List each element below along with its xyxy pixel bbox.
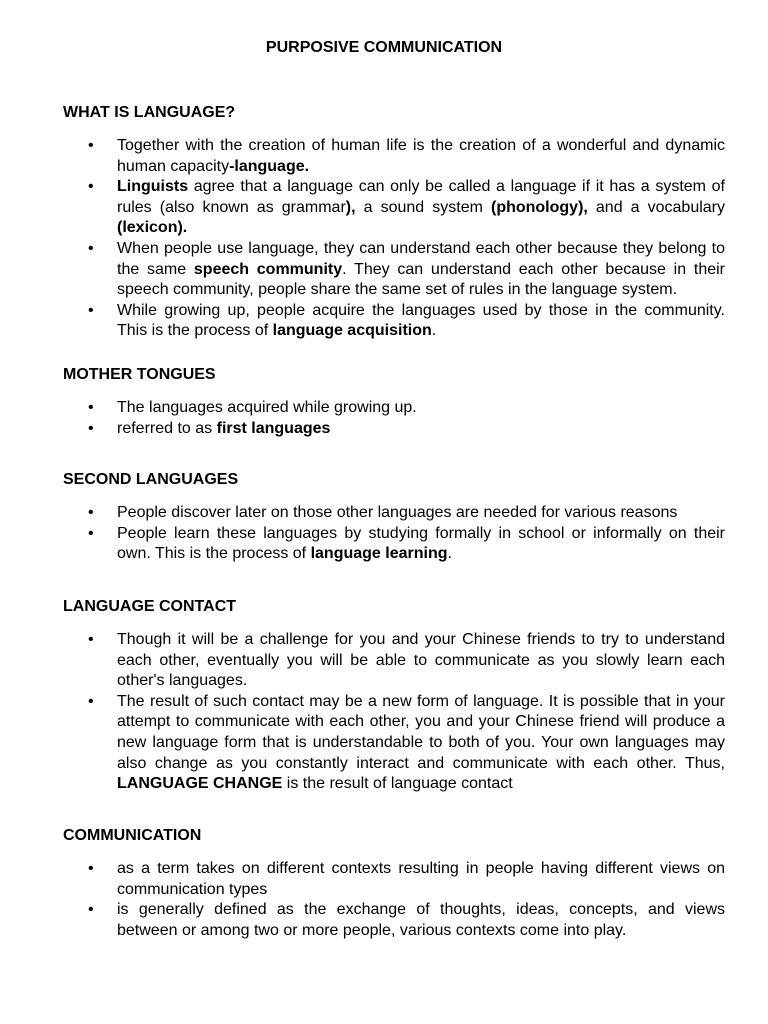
list-item xyxy=(63,859,725,900)
bullet-marker: • xyxy=(88,901,94,919)
bullet-list xyxy=(63,630,725,795)
section-language-contact xyxy=(63,597,725,795)
bullet-marker: • xyxy=(88,178,94,196)
bullet-list xyxy=(63,136,725,342)
section-communication xyxy=(63,826,725,941)
list-item xyxy=(63,630,725,692)
bullet-marker: • xyxy=(88,631,94,648)
body-text: The languages acquired while growing up. xyxy=(117,399,417,416)
emphasis-text: (lexicon). xyxy=(117,219,188,237)
emphasis-text: speech community xyxy=(193,260,343,278)
bullet-marker: • xyxy=(88,301,94,319)
bullet-list xyxy=(63,859,725,941)
body-text: is generally defined as the exchange of thoughts, ideas, concepts, and views between or among two or more people, various contexts come into play. xyxy=(117,901,725,939)
bullet-marker: • xyxy=(88,419,94,437)
body-text: People discover later on those other languages are needed for various reasons xyxy=(117,504,678,521)
body-text: . xyxy=(431,322,437,340)
list-item xyxy=(63,524,725,565)
body-text: Together with the creation of human life is the creation of a wonderful and dynamic human capacity xyxy=(117,137,725,175)
section-heading: SECOND LANGUAGES xyxy=(63,471,239,488)
body-text: as a term takes on different contexts resulting in people having different views on communication types xyxy=(117,860,725,898)
body-text: referred to as xyxy=(117,419,217,437)
body-text: and a vocabulary xyxy=(587,198,726,216)
emphasis-text: LANGUAGE CHANGE xyxy=(117,775,283,793)
body-text: The result of such contact may be a new form of language. It is possible that in your attempt to communicate with each other, you and your Chinese friend will produce a new language form that is understandable to both of you. Your own languages may also change as you constantly interact and communicate with each other. Thus, xyxy=(117,692,725,772)
bullet-marker: • xyxy=(88,239,94,257)
list-item xyxy=(63,301,725,342)
body-text: People learn these languages by studying formally in school or informally on their own. This is the process of xyxy=(117,524,725,563)
list-item xyxy=(63,900,725,941)
emphasis-text: ), xyxy=(345,198,356,216)
section-second-languages xyxy=(63,470,725,565)
body-text: agree that a language can only be called a language if it has a system of rules (also known as grammar xyxy=(117,178,725,216)
bullet-list xyxy=(63,503,725,565)
body-text: . They can understand each other because in their speech community, people share the same set of rules in the language system. xyxy=(117,260,726,299)
page-title: PURPOSIVE COMMUNICATION xyxy=(265,39,503,56)
section-what-is-language xyxy=(63,103,725,342)
bullet-marker: • xyxy=(88,524,94,542)
section-heading: MOTHER TONGUES xyxy=(63,366,216,383)
body-text: . xyxy=(447,545,452,563)
list-item xyxy=(63,692,725,795)
section-heading: WHAT IS LANGUAGE? xyxy=(63,104,236,121)
bullet-marker: • xyxy=(88,504,94,521)
body-text: a sound system xyxy=(355,198,491,216)
list-item xyxy=(63,177,725,239)
emphasis-text: language learning xyxy=(310,545,448,563)
body-text: While growing up, people acquire the languages used by those in the community. This is the process of xyxy=(117,301,725,340)
list-item xyxy=(63,503,725,524)
emphasis-text: first languages xyxy=(216,419,331,437)
list-item xyxy=(63,419,725,440)
emphasis-text: (phonology), xyxy=(490,198,588,216)
bullet-marker: • xyxy=(88,692,94,710)
body-text: Though it will be a challenge for you and your Chinese friends to try to understand each other, eventually you will be able to communicate as you slowly learn each other's languages. xyxy=(117,631,725,690)
list-item xyxy=(63,136,725,177)
bullet-marker: • xyxy=(88,860,94,877)
emphasis-text: -language. xyxy=(229,157,310,175)
emphasis-text: Linguists xyxy=(117,178,189,196)
section-mother-tongues xyxy=(63,365,725,439)
list-item xyxy=(63,398,725,419)
emphasis-text: language acquisition xyxy=(272,322,432,340)
list-item xyxy=(63,239,725,301)
bullet-marker: • xyxy=(88,137,94,154)
body-text: When people use language, they can understand each other because they belong to the same xyxy=(117,239,725,278)
section-heading: COMMUNICATION xyxy=(63,827,202,844)
bullet-list xyxy=(63,398,725,439)
bullet-marker: • xyxy=(88,399,94,416)
section-heading: LANGUAGE CONTACT xyxy=(63,598,237,615)
body-text: is the result of language contact xyxy=(282,775,513,793)
